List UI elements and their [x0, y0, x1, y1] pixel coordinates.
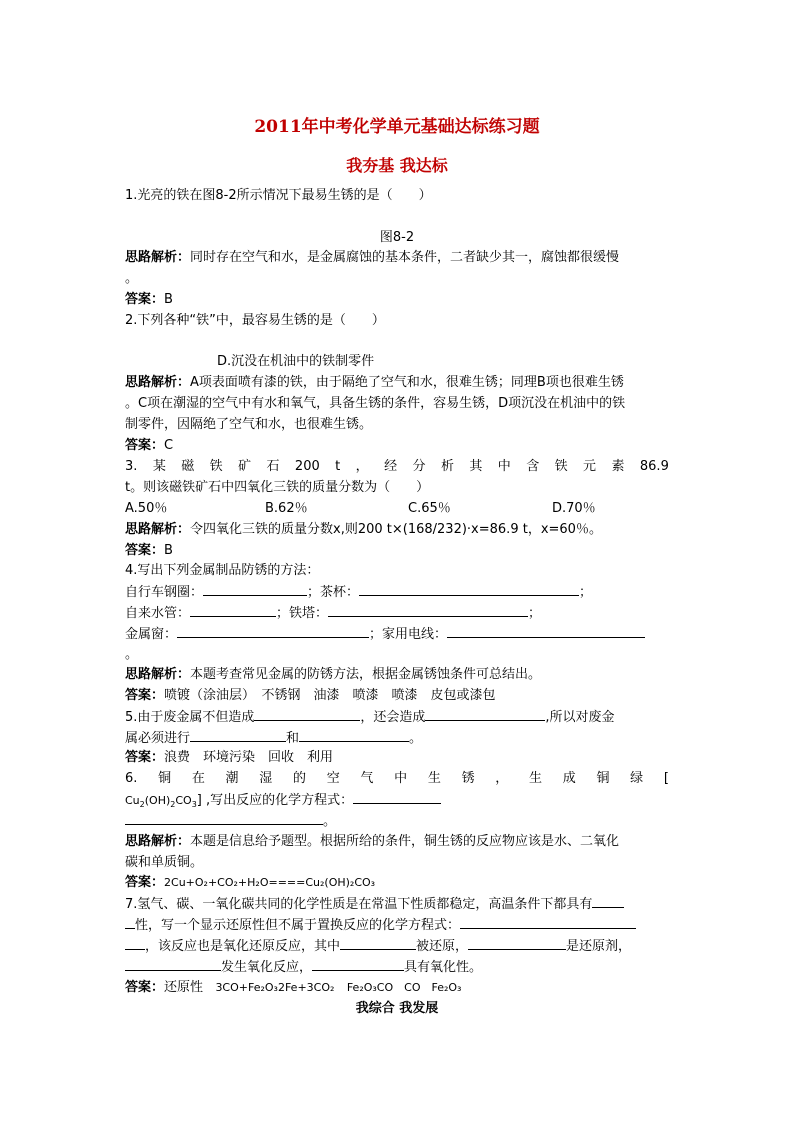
q4-answer: 答案：喷镀（涂油层） 不锈钢 油漆 喷漆 喷漆 皮包或漆包 [125, 688, 496, 703]
q2-answer: 答案：C [125, 438, 174, 453]
q4-analysis: 思路解析：本题考查常见金属的防锈方法，根据金属锈蚀条件可总结出。 [125, 667, 542, 682]
question-7-cont2: ，该反应也是氧化还原反应，其中 被还原， 是还原剂， [125, 936, 631, 957]
figure-caption: 图8-2 [379, 230, 415, 245]
answer-blank[interactable] [125, 936, 145, 950]
answer-blank[interactable] [340, 936, 416, 950]
question-7: 7.氢气、碳、一氧化碳共同的化学性质是在常温下性质都稳定，高温条件下都具有 [125, 894, 624, 915]
question-3: 3. 某 磁 铁 矿 石 200 t ， 经 分 析 其 中 含 铁 元 素 86.9 [125, 459, 669, 474]
question-5: 5.由于废金属不但造成 ，还会造成 ,所以对废金 [125, 707, 615, 728]
section-subtitle: 我夯基 我达标 [346, 156, 448, 175]
question-6-blank: 。 [125, 811, 336, 832]
q3-analysis: 思路解析：令四氧化三铁的质量分数x,则200 t×(168/232)·x=86.9 t，x=60％。 [125, 522, 602, 537]
question-7-cont3: 发生氧化反应， 具有氧化性。 [125, 957, 482, 978]
q6-analysis-cont: 碳和单质铜。 [125, 855, 204, 870]
question-2: 2.下列各种“铁”中，最容易生锈的是（ ） [125, 313, 385, 328]
answer-blank[interactable] [299, 728, 409, 742]
answer-blank[interactable] [447, 624, 645, 638]
q1-analysis-cont: 。 [125, 271, 139, 286]
q4-row-end: 。 [125, 647, 139, 662]
answer-blank[interactable] [353, 790, 441, 804]
q2-analysis-cont: 。C项在潮湿的空气中有水和氧气，具备生锈的条件，容易生锈，D项沉没在机油中的铁 [125, 396, 626, 411]
q3-option-a: A.50％ [125, 501, 168, 516]
answer-blank[interactable] [177, 624, 369, 638]
question-4: 4.写出下列金属制品防锈的方法： [125, 563, 320, 578]
question-1: 1.光亮的铁在图8-2所示情况下最易生锈的是（ ） [125, 188, 432, 203]
question-3-cont: t。则该磁铁矿石中四氧化三铁的质量分数为（ ） [125, 480, 430, 495]
answer-blank[interactable] [190, 728, 286, 742]
q1-analysis: 思路解析：同时存在空气和水，是金属腐蚀的基本条件，二者缺少其一，腐蚀都很缓慢 [125, 250, 620, 265]
q2-analysis: 思路解析：A项表面喷有漆的铁，由于隔绝了空气和水，很难生锈；同理B项也很难生锈 [125, 375, 624, 390]
q3-option-d: D.70％ [552, 501, 596, 516]
q4-row-2: 自来水管： ；铁塔： ； [125, 603, 541, 624]
answer-blank[interactable] [359, 582, 579, 596]
q6-analysis: 思路解析：本题是信息给予题型。根据所给的条件，铜生锈的反应物应该是水、二氧化 [125, 834, 620, 849]
answer-blank[interactable] [125, 811, 323, 825]
q6-answer: 答案：2Cu+O₂+CO₂+H₂O====Cu₂(OH)₂CO₃ [125, 875, 376, 890]
question-7-cont: 性，写一个显示还原性但不属于置换反应的化学方程式： [125, 915, 636, 936]
answer-blank[interactable] [425, 707, 545, 721]
q2-analysis-cont2: 制零件，因隔绝了空气和水，也很难生锈。 [125, 417, 373, 432]
answer-blank[interactable] [203, 582, 307, 596]
answer-blank[interactable] [125, 915, 135, 929]
q4-row-1: 自行车钢圈： ；茶杯： ； [125, 582, 592, 603]
q2-option-d: D.沉没在机油中的铁制零件 [217, 354, 375, 369]
q4-row-3: 金属窗： ；家用电线： [125, 624, 645, 645]
document-title: 2011年中考化学单元基础达标练习题 [254, 117, 540, 137]
answer-blank[interactable] [592, 894, 624, 908]
question-6: 6. 铜 在 潮 湿 的 空 气 中 生 锈 ， 生 成 铜 绿 [ [125, 771, 669, 786]
answer-blank[interactable] [468, 936, 566, 950]
answer-blank[interactable] [328, 603, 528, 617]
q3-answer: 答案：B [125, 543, 173, 558]
q3-option-b: B.62％ [265, 501, 308, 516]
question-6-cont: $Cu_2(OH)_2CO_3$] ,写出反应的化学方程式： [125, 790, 441, 811]
answer-blank[interactable] [254, 707, 360, 721]
q3-option-c: C.65％ [408, 501, 451, 516]
q1-answer: 答案：B [125, 292, 173, 307]
q7-answer: 答案：还原性 3CO+Fe₂O₃2Fe+3CO₂ Fe₂O₃CO CO Fe₂O₃ [125, 980, 462, 995]
answer-blank[interactable] [312, 957, 404, 971]
question-5-cont: 属必须进行 和 。 [125, 728, 422, 749]
answer-blank[interactable] [460, 915, 636, 929]
q5-answer: 答案：浪费 环境污染 回收 利用 [125, 750, 334, 765]
answer-blank[interactable] [190, 603, 276, 617]
section-heading: 我综合 我发展 [355, 1001, 439, 1016]
answer-blank[interactable] [125, 957, 221, 971]
